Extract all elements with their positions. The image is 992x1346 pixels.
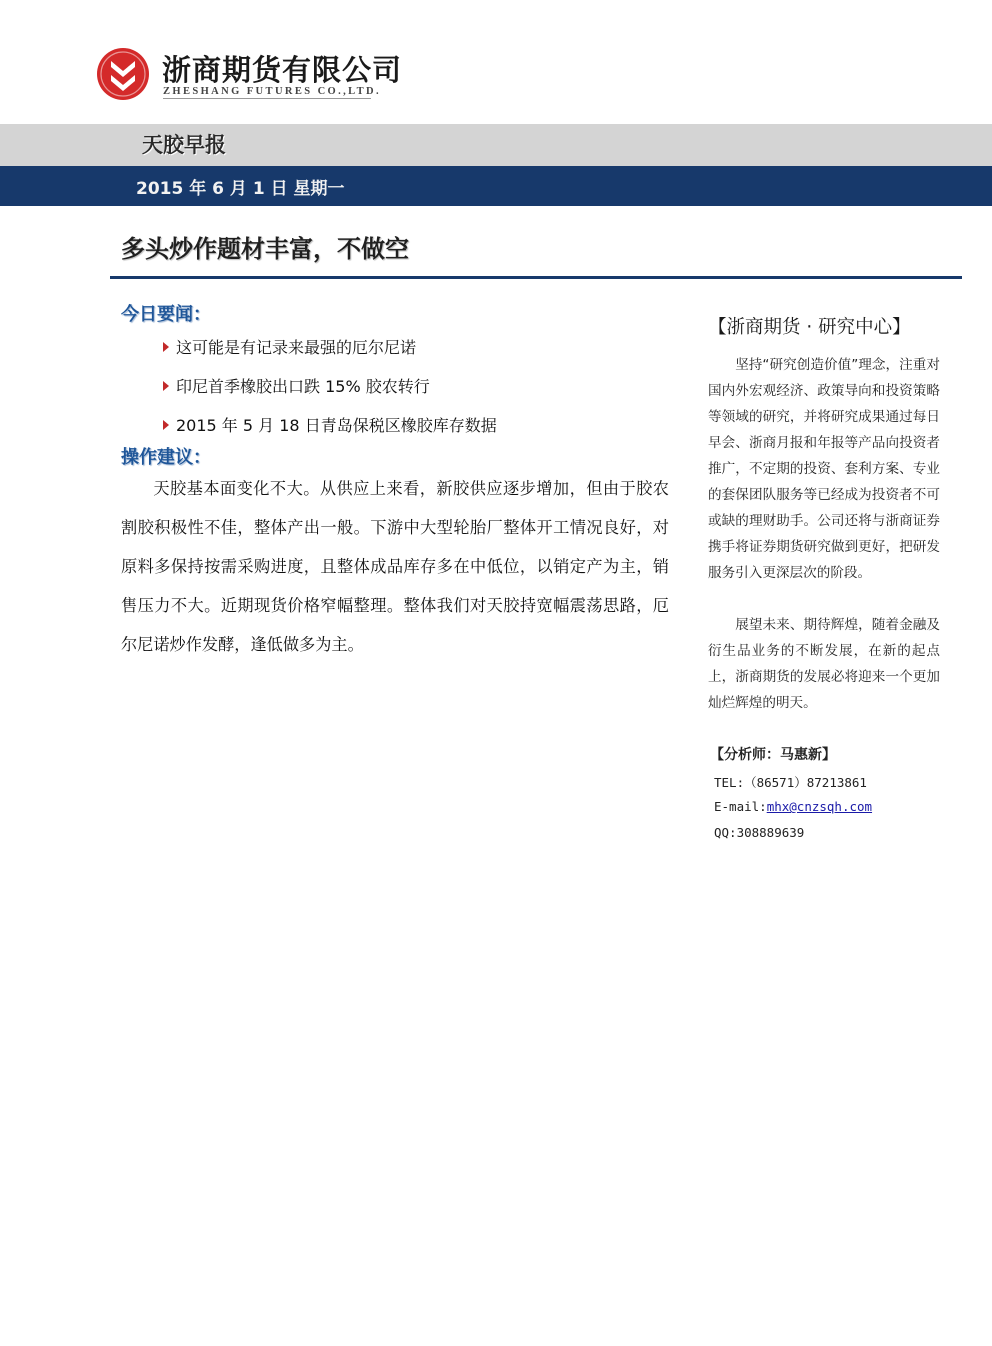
advice-section-title: 操作建议： (121, 447, 211, 468)
logo-underline (163, 98, 371, 99)
news-item (163, 335, 416, 358)
news-item (163, 374, 430, 397)
company-logo-icon (96, 47, 150, 101)
analyst-heading: 【分析师：马惠新】 (710, 747, 836, 763)
report-date: 2015 年 6 月 1 日 星期一 (136, 179, 345, 199)
advice-paragraph: 天胶基本面变化不大。从供应上来看，新胶供应逐步增加，但由于胶农割胶积极性不佳，整体产出一般。下游中大型轮胎厂整体开工情况良好，对原料多保持按需采购进度，且整体成品库存多在中低位，以销定产为主，销售压力不大。近期现货价格窄幅整理。整体我们对天胶持宽幅震荡思路，厄尔尼诺炒作发酵，逢低做多为主。 (121, 479, 669, 654)
email-link[interactable]: mhx@cnzsqh.com (766, 799, 873, 814)
company-name-en: ZHESHANG FUTURES CO.,LTD. (163, 86, 382, 97)
report-name: 天胶早报 (142, 133, 226, 157)
analyst-phone (714, 773, 867, 791)
bullet-arrow-icon (163, 381, 169, 391)
news-item-text: 这可能是有记录来最强的厄尔尼诺 (176, 338, 417, 357)
analyst-qq (714, 825, 804, 840)
qq-number: 308889639 (736, 825, 805, 840)
bullet-arrow-icon (163, 420, 169, 430)
research-center-title: 【浙商期货 · 研究中心】 (708, 317, 911, 338)
email-label: E-mail: (714, 799, 767, 814)
company-name-cn: 浙商期货有限公司 (162, 53, 403, 87)
news-section-title: 今日要闻： (121, 304, 211, 325)
headline-divider (110, 276, 962, 279)
news-item-text: 印尼首季橡胶出口跌 15% 胶农转行 (176, 377, 430, 396)
research-center-outlook: 展望未来、期待辉煌，随着金融及衍生品业务的不断发展，在新的起点上，浙商期货的发展必将迎来一个更加灿烂辉煌的明天。 (708, 617, 940, 711)
phone-label: TEL: (714, 775, 745, 790)
research-center-intro: 坚持“研究创造价值”理念，注重对国内外宏观经济、政策导向和投资策略等领域的研究，并将研究成果通过每日早会、浙商月报和年报等产品向投资者推广，不定期的投资、套利方案、专业的套保团队服务等已经成为投资者不可或缺的理财助手。公司还将与浙商证券携手将证券期货研究做到更好，把研发服务引入更深层次的阶段。 (708, 357, 940, 581)
bullet-arrow-icon (163, 342, 169, 352)
analyst-email (714, 799, 872, 814)
headline: 多头炒作题材丰富，不做空 (121, 235, 409, 263)
news-item (163, 413, 497, 436)
qq-label: QQ: (714, 825, 737, 840)
news-item-text: 2015 年 5 月 18 日青岛保税区橡胶库存数据 (176, 416, 497, 435)
phone-number: （86571）87213861 (744, 775, 867, 790)
